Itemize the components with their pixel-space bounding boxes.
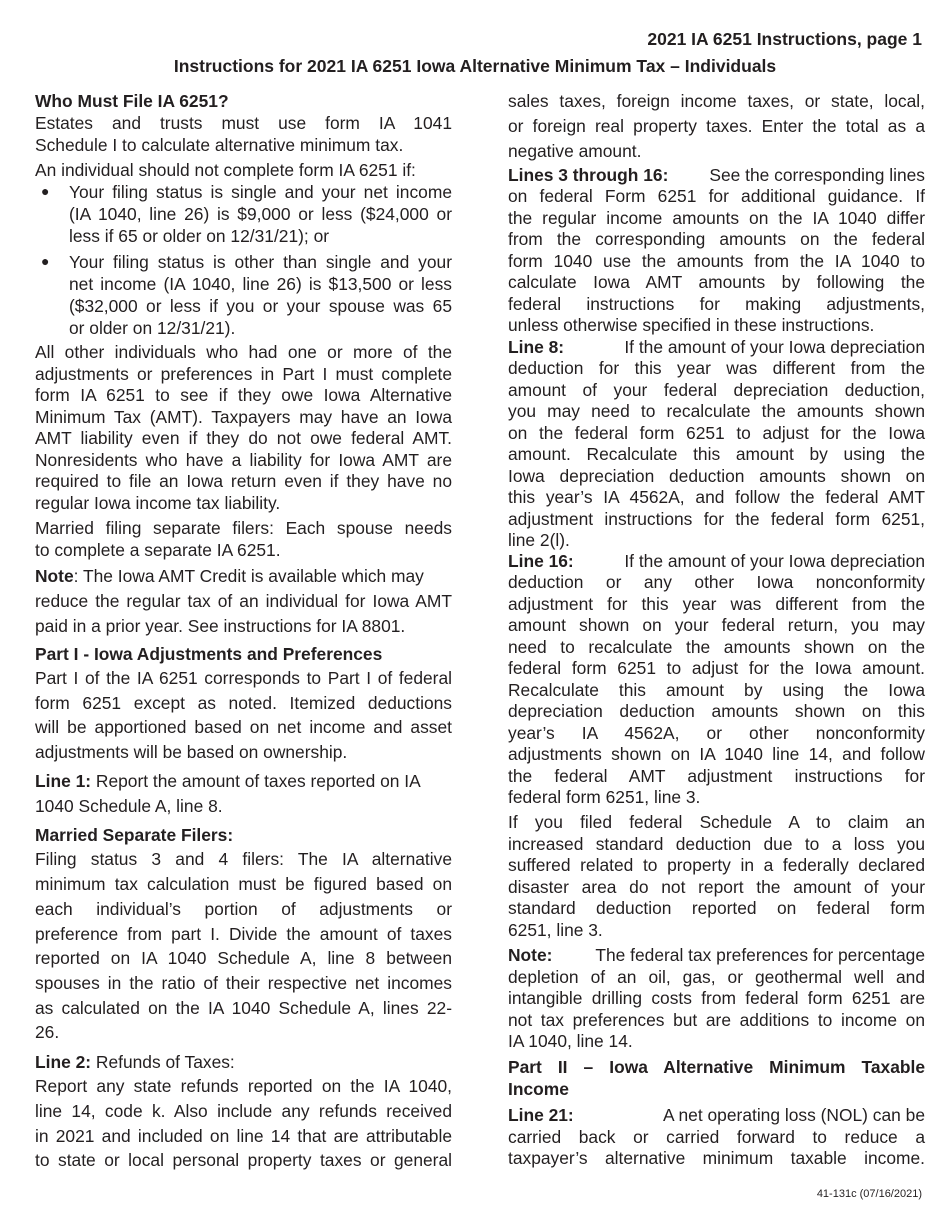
note-line: Note : The Iowa AMT Credit is available which may [35,566,424,586]
paragraph-line: Filing status 3 and 4 filers: The IA alternative [35,849,452,869]
line21-label: Line 21: [508,1105,574,1125]
lines3-16-label: Lines 3 through 16: [508,165,669,185]
section-heading-part-1: Part I - Iowa Adjustments and Preferences [35,644,383,664]
lines3-16-line: Lines 3 through 16: See the corresponding lines [508,165,925,185]
paragraph-line: to state or local personal property taxes or general [35,1150,452,1170]
paragraph-line: increased standard deduction due to a loss you [508,834,925,854]
paragraph-line: federal instructions for making adjustments, [508,294,925,314]
line8-line: Line 8: If the amount of your Iowa depreciation [508,337,925,357]
line8-label: Line 8: [508,337,565,357]
paragraph-line: as calculated on the IA 1040 Schedule A, lines 22- [35,998,452,1018]
section-heading-married-separate: Married Separate Filers: [35,825,234,845]
paragraph-line: suffered related to property in a federally declared [508,855,925,875]
bullet-line: net income (IA 1040, line 26) is $13,500 or less [69,274,452,294]
paragraph-line: negative amount. [508,141,642,161]
line21-line: Line 21: A net operating loss (NOL) can be [508,1105,925,1125]
paragraph-line: year’s IA 4562A, or other nonconformity [508,723,925,743]
bullet-line: Your filing status is single and your net income [69,182,452,202]
section-heading-who-must-file: Who Must File IA 6251? [35,91,229,111]
paragraph-line: 1040 Schedule A, line 8. [35,796,223,816]
line1-line: Line 1: Report the amount of taxes reported on IA [35,771,421,791]
paragraph-line: standard deduction reported on federal form [508,898,925,918]
paragraph-line: adjustments will be based on ownership. [35,742,348,762]
bullet-icon: ● [41,183,50,199]
paragraph-line: Minimum Tax (AMT). Taxpayers may have an Iowa [35,407,452,427]
paragraph-line: will be apportioned based on net income and asset [35,717,452,737]
paragraph-line: line 14, code k. Also include any refunds received [35,1101,452,1121]
paragraph-line: adjustments shown on IA 1040 line 14, and follow [508,744,925,764]
paragraph-line: sales taxes, foreign income taxes, or state, local, [508,91,925,111]
paragraph-line: minimum tax calculation must be figured based on [35,874,452,894]
paragraph-line: form 1040 use the amounts from the IA 1040 to [508,251,925,271]
paragraph-line: 6251, line 3. [508,920,603,940]
bullet-icon: ● [41,253,50,269]
paragraph-line: Recalculate this amount by using the Iowa [508,680,925,700]
line2-heading: Line 2: Refunds of Taxes: [35,1052,235,1072]
paragraph-line: amount of your federal depreciation deduction, [508,380,925,400]
paragraph-line: spouses in the ratio of their respective net incomes [35,973,452,993]
paragraph-line: adjustments or preferences in Part I must complete [35,364,452,384]
paragraph-line: the regular income amounts on the IA 1040 differ [508,208,925,228]
paragraph-line: required to file an Iowa return even if they have no [35,471,452,491]
paragraph-line: reduce the regular tax of an individual for Iowa AMT [35,591,452,611]
paragraph-line: from the corresponding amounts on the federal [508,229,925,249]
paragraph-line: intangible drilling costs from federal form 6251 are [508,988,925,1008]
paragraph-line: you may need to recalculate the amounts shown [508,401,925,421]
paragraph-line: Estates and trusts must use form IA 1041 [35,113,452,133]
paragraph-line: adjustment instructions for the federal form 6251, [508,509,925,529]
paragraph-line: on federal Form 6251 for additional guidance. If [508,186,925,206]
note-line: Note: The federal tax preferences for percentage [508,945,925,965]
paragraph-line: the federal AMT adjustment instructions for [508,766,925,786]
bullet-line: (IA 1040, line 26) is $9,000 or less ($24,000 or [69,204,452,224]
paragraph-line: An individual should not complete form IA 6251 if: [35,160,416,180]
bullet-line: Your filing status is other than single and your [69,252,452,272]
paragraph-line: taxpayer’s alternative minimum taxable income. [508,1148,925,1168]
section-heading-part-2: Part II – Iowa Alternative Minimum Taxable [508,1057,925,1077]
line16-line: Line 16: If the amount of your Iowa depreciation [508,551,925,571]
paragraph-line: All other individuals who had one or more of the [35,342,452,362]
paragraph-line: disaster area do not report the amount of your [508,877,925,897]
paragraph-line: deduction for this year was different from the [508,358,925,378]
paragraph-line: AMT liability even if they do not owe federal AMT. [35,428,452,448]
paragraph-line: amount shown on your federal return, you may [508,615,925,635]
line1-label: Line 1: [35,771,92,791]
paragraph-line: Nonresidents who have a liability for Iowa AMT are [35,450,452,470]
paragraph-line: in 2021 and included on line 14 that are attributable [35,1126,452,1146]
paragraph-line: depreciation deduction amounts shown on this [508,701,925,721]
bullet-line: or older on 12/31/21). [69,318,236,338]
note-label: Note: [508,945,553,965]
bullet-line: ($32,000 or less if you or your spouse was 65 [69,296,452,316]
bullet-line: less if 65 or older on 12/31/21); or [69,226,330,246]
paragraph-line: federal form 6251, line 3. [508,787,701,807]
paragraph-line: or foreign real property taxes. Enter the total as a [508,116,925,136]
paragraph-line: Schedule I to calculate alternative minimum tax. [35,135,404,155]
paragraph-line: line 2(l). [508,530,570,550]
paragraph-line: this year’s IA 4562A, and follow the federal AMT [508,487,925,507]
paragraph-line: preference from part I. Divide the amount of taxes [35,924,452,944]
section-heading-part-2-cont: Income [508,1079,569,1099]
paragraph-line: need to recalculate the amounts shown on the [508,637,925,657]
paragraph-line: unless otherwise specified in these instructions. [508,315,875,335]
paragraph-line: If you filed federal Schedule A to claim an [508,812,925,832]
paragraph-line: IA 1040, line 14. [508,1031,633,1051]
page-header: 2021 IA 6251 Instructions, page 1 [647,29,922,49]
paragraph-line: Report any state refunds reported on the IA 1040, [35,1076,452,1096]
paragraph-line: 26. [35,1022,60,1042]
paragraph-line: reported on IA 1040 Schedule A, line 8 between [35,948,452,968]
paragraph-line: form 6251 except as noted. Itemized deductions [35,693,452,713]
paragraph-line: carried back or carried forward to reduce a [508,1127,925,1147]
paragraph-line: form IA 6251 to see if they owe Iowa Alternative [35,385,452,405]
paragraph-line: Married filing separate filers: Each spouse needs [35,518,452,538]
line2-label: Line 2: [35,1052,92,1072]
paragraph-line: each individual’s portion of adjustments or [35,899,452,919]
paragraph-line: not tax preferences but are additions to income on [508,1010,925,1030]
paragraph-line: deduction or any other Iowa nonconformity [508,572,925,592]
paragraph-line: depletion of an oil, gas, or geothermal well and [508,967,925,987]
paragraph-line: Iowa depreciation deduction amounts shown on [508,466,925,486]
paragraph-line: regular Iowa income tax liability. [35,493,281,513]
paragraph-line: adjustment for this year was different from the [508,594,925,614]
paragraph-line: paid in a prior year. See instructions for IA 8801. [35,616,406,636]
paragraph-line: federal form 6251 to adjust for the Iowa amount. [508,658,925,678]
line16-label: Line 16: [508,551,574,571]
note-label: Note [35,566,74,586]
paragraph-line: amount. Recalculate this amount by using the [508,444,925,464]
paragraph-line: on the federal form 6251 to adjust for the Iowa [508,423,925,443]
paragraph-line: calculate Iowa AMT amounts by following the [508,272,925,292]
paragraph-line: to complete a separate IA 6251. [35,540,281,560]
paragraph-line: Part I of the IA 6251 corresponds to Part I of federal [35,668,452,688]
document-title: Instructions for 2021 IA 6251 Iowa Alternative Minimum Tax – Individuals [173,56,777,76]
form-code: 41-131c (07/16/2021) [816,1188,922,1200]
